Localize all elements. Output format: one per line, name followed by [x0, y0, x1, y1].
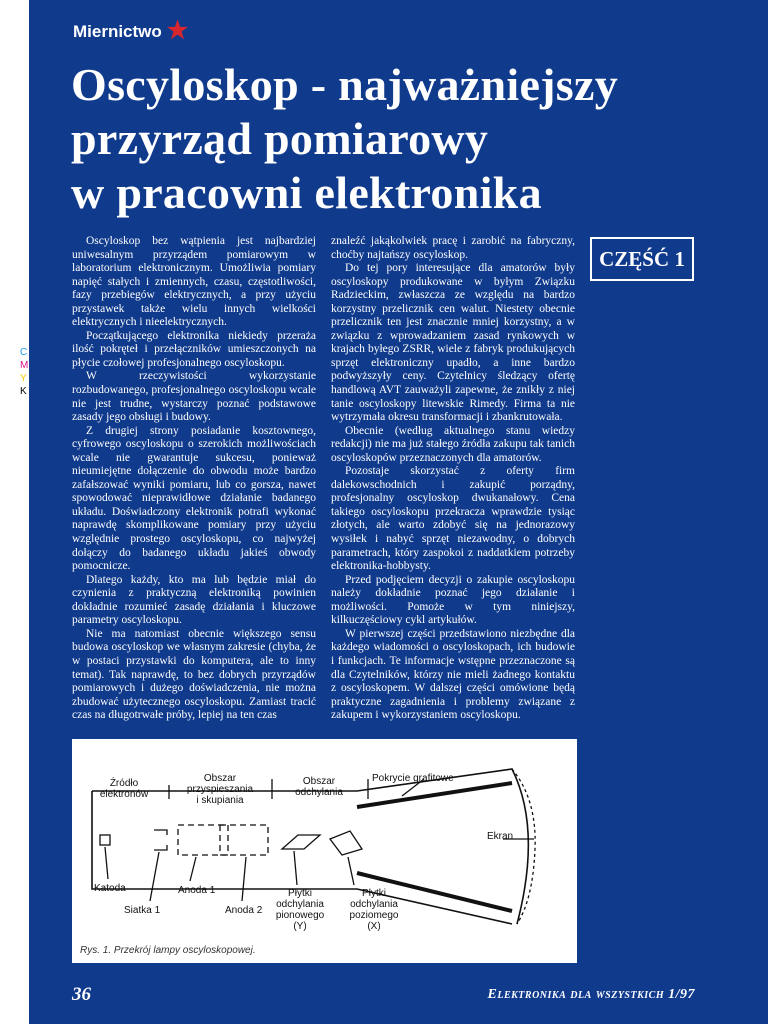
label-zrodlo-2: elektronów [99, 789, 149, 800]
cmyk-k: K [20, 386, 27, 397]
label-obszar-odch-1: Obszar [302, 776, 336, 787]
leader-anoda2 [242, 857, 246, 901]
cmyk-registration-marks [20, 346, 30, 398]
article-title [71, 58, 751, 220]
grid-1 [154, 830, 167, 850]
star-icon: ★ [166, 17, 189, 44]
title-line-2: przyrząd pomiarowy [71, 113, 489, 164]
paragraph: znaleźć jakąkolwiek pracę i zarobić na fabryczny, choćby najtańszy oscyloskop. [331, 235, 575, 261]
paragraph: Z drugiej strony posiadanie kosztownego, cyfrowego oscyloskopu o szerokich możliwościach wcale nie gwarantuje sukcesu, ponieważ nieumiejętne dołączenie do obwodu może bardzo zafałszować wyniki pomiaru, lub co gorsza, nawet spowodować nieprawidłowe działanie badanego układu. Doświadczony elektronik potrafi wykonać naprawdę skomplikowane pomiary przy użyciu względnie prostego oscyloskopu, co najwyżej dołączy do badanego układu jakieś obwody pomocnicze. [72, 424, 316, 573]
crt-diagram-figure [72, 739, 577, 963]
page-number: 36 [72, 984, 91, 1005]
graphite-coating-top [357, 783, 512, 807]
part-badge [590, 237, 694, 281]
paragraph: Początkującego elektronika niekiedy przeraża ilość pokręteł i przełączników umieszczonych na płycie czołowej profesjonalnego oscyloskopu. [72, 329, 316, 369]
label-ekran: Ekran [487, 831, 514, 842]
title-line-3: w pracowni elektronika [71, 167, 542, 218]
label-obszar-przysp-2: przyspieszania [186, 784, 254, 795]
paragraph: Obecnie (według aktualnego stanu wiedzy redakcji) nie ma już stałego źródła zakupu tak tanich oscyloskopów przeznaczonych dla amatorów. [331, 424, 575, 464]
label-anoda1: Anoda 1 [178, 885, 216, 896]
figure-caption: Rys. 1. Przekrój lampy oscyloskopowej. [80, 945, 256, 956]
label-plytki-y-3: pionowego [275, 910, 325, 921]
anode-2 [220, 825, 268, 855]
label-zrodlo-1: Źródło [109, 778, 139, 789]
label-obszar-przysp-3: i skupiania [196, 795, 244, 806]
leader-katoda [105, 847, 108, 879]
leader-plytki-x [348, 857, 354, 885]
journal-name: Elektronika dla wszystkich 1/97 [487, 987, 695, 1002]
screen [512, 769, 535, 924]
label-plytki-y-1: Płytki [288, 888, 312, 899]
label-obszar-przysp-1: Obszar [203, 773, 237, 784]
label-plytki-y-2: odchylania [276, 899, 324, 910]
leader-plytki-y [294, 851, 297, 885]
label-plytki-x-1: Płytki [362, 888, 386, 899]
paragraph: Przed podjęciem decyzji o zakupie oscyloskopu należy dokładnie poznać jego działanie i możliwości. Pomoże w tym niniejszy, kilkuczęściowy cykl artykułów. [331, 573, 575, 627]
paragraph: W pierwszej części przedstawiono niezbędne dla każdego wiadomości o oscyloskopach, ich budowie i funkcjach. Te informacje wstępne przeznaczone są dla Czytelników, którzy nie mieli żadnego kontaktu z oscyloskopem. W dalszej części omówione będą praktyczne zagadnienia i problemy związane z zakupem i wykorzystaniem oscyloskopu. [331, 627, 575, 722]
leader-anoda1 [190, 857, 196, 881]
label-katoda: Katoda [94, 883, 126, 894]
crt-diagram [72, 739, 577, 963]
paragraph: Do tej pory interesujące dla amatorów były oscyloskopy produkowane w byłym Związku Radzieckim, zwłaszcza ze względu na bardzo korzystny przelicznik cen walut. Niestety obecnie przelicznik ten jest znacznie mniej korzystny, a w związku z wprowadzaniem zasad rynkowych w krajach byłego ZSRR, wiele z fabryk produkujących sprzęt elektroniczny upadło, a inne bardzo podwyższyły ceny. Czytelnicy śledzący ofertę handlową AVT zauważyli zapewne, że znikły z niej tanie oscyloskopy litewskie Rimedy. Firma ta nie wytrzymała okresu transformacji i zbankrutowała. [331, 262, 575, 424]
vertical-plates [282, 835, 320, 849]
part-label: CZĘŚĆ 1 [599, 246, 685, 271]
cmyk-y: Y [20, 373, 27, 384]
label-plytki-y-4: (Y) [293, 921, 307, 932]
label-plytki-x-4: (X) [367, 921, 381, 932]
paragraph: Nie ma natomiast obecnie większego sensu budowa oscyloskop we własnym zakresie (chyba, że w postaci przystawki do komputera, ale to inny temat). Tak naprawdę, to bez dobrych przyrządów pomiarowych i dużego doświadczenia, nie można zbudować użytecznego oscyloskopu. Zamiast tracić czas na długotrwałe próby, lepiej na ten czas [72, 627, 316, 722]
cmyk-c: C [20, 347, 28, 358]
label-siatka: Siatka 1 [124, 905, 161, 916]
label-pokrycie: Pokrycie grafitowe [372, 773, 454, 784]
label-anoda2: Anoda 2 [225, 905, 263, 916]
paragraph: Dlatego każdy, kto ma lub będzie miał do czynienia z praktyczną elektroniką powinien dokładnie rozumieć zasadę działania i kluczowe parametry oscyloskopu. [72, 573, 316, 627]
text-column-right [331, 235, 575, 723]
paragraph: Pozostaje skorzystać z oferty firm dalekowschodnich i zakupić porządny, profesjonalny oscyloskop dwukanałowy. Cena takiego oscyloskopu przekracza wprawdzie tysiąc złotych, ale warto zdobyć się na jednorazowy wysiłek i nabyć sprzęt niezawodny, o dobrych parametrach, który zaspokoi z naddatkiem potrzeby elektronika-hobbysty. [331, 465, 575, 573]
label-obszar-odch-2: odchylania [295, 787, 343, 798]
section-label: Miernictwo [73, 22, 162, 41]
label-plytki-x-2: odchylania [350, 899, 398, 910]
paragraph: Oscyloskop bez wątpienia jest najbardziej uniwesalnym przyrządem pomiarowym w laboratorium elektronicznym. Umożliwia pomiary napięć stałych i zmiennych, czasu, częstotliwości, fazy przebiegów elektrycznych, a przy użyciu przystawek także wielu innych wielkości elektrycznych i nieelektrycznych. [72, 235, 316, 329]
horizontal-plates [330, 831, 362, 855]
text-column-left [72, 235, 316, 723]
section-header [73, 17, 189, 44]
label-plytki-x-3: poziomego [349, 910, 399, 921]
title-line-1: Oscyloskop - najważniejszy [71, 59, 619, 110]
cmyk-m: M [20, 360, 29, 371]
cathode [100, 835, 110, 845]
paragraph: W rzeczywistości wykorzystanie rozbudowanego, profesjonalnego oscyloskopu wcale nie jest trudne, wystarczy poznać podstawowe zasady jego obsługi i budowy. [72, 370, 316, 424]
leader-siatka [150, 852, 159, 901]
